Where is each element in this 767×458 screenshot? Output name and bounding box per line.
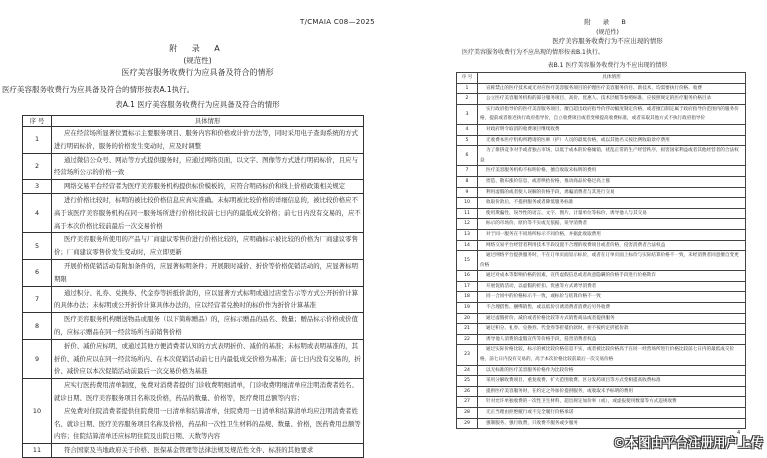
table-row — [23, 193, 364, 232]
row-text: 通过积分、礼券、兑换券、代金券等折抵价款时，拒不按约定折抵价款 — [486, 326, 629, 332]
row-number: 1 — [457, 83, 478, 94]
row-text: 标示的市场价、原价等不实或无依据，误导消费者 — [486, 221, 588, 227]
row-number: 9 — [457, 187, 478, 198]
row-number: 4 — [23, 193, 52, 232]
row-content — [478, 219, 746, 230]
row-number: 17 — [457, 281, 478, 292]
row-text: 诱导他人消费的虚假宣传等价格手段，侵害消费者权益 — [486, 336, 597, 342]
row-number: 7 — [23, 286, 52, 313]
table-row — [457, 124, 746, 135]
row-number: 3 — [457, 104, 478, 124]
row-content — [478, 240, 746, 251]
table-row — [457, 397, 746, 408]
row-content — [478, 397, 746, 408]
table-row — [23, 286, 364, 313]
upload-watermark: ©本图由平台注册用户上传 — [612, 435, 763, 450]
table-row — [457, 386, 746, 397]
row-content — [478, 303, 746, 314]
row-content — [478, 345, 746, 365]
row-text: 捏造、散布涨价信息，或者哄抬价格，推动商品价格过高上涨 — [486, 178, 611, 184]
row-number: 20 — [457, 313, 478, 324]
row-text: 开展价格促销活动有附加条件的，应显著标明条件；开展限时减价、折价等价格促销活动的，应显著标明期限 — [54, 261, 358, 283]
table-row — [23, 259, 364, 286]
table-row — [457, 104, 746, 124]
row-content — [52, 286, 364, 313]
row-text: 通过虚假折价、减价或者价格比较等方式销售商品或者提供服务 — [486, 315, 615, 321]
row-number: 11 — [457, 208, 478, 219]
row-number: 16 — [457, 271, 478, 282]
row-content — [478, 229, 746, 240]
header-number: 序 号 — [23, 116, 52, 127]
row-content — [52, 313, 364, 340]
header-content: 具体情形 — [478, 73, 746, 84]
row-text: 利用虚假的或者使人误解的价格手段，诱骗消费者与其进行交易 — [486, 189, 615, 195]
row-number: 18 — [457, 292, 478, 303]
appendix-heading: 附 录 A — [169, 44, 226, 53]
row-text: 开展促销活动，以虚假的折扣、优惠等方式诱导消费者 — [486, 283, 597, 289]
row-number: 29 — [457, 418, 478, 429]
row-number: 15 — [457, 251, 478, 271]
row-number: 2 — [457, 94, 478, 105]
row-content — [478, 166, 746, 177]
row-number: 22 — [457, 334, 478, 345]
row-content — [478, 271, 746, 282]
table-row — [457, 303, 746, 314]
row-number: 8 — [457, 176, 478, 187]
row-text: 宣称禁止的医疗技术或无对应医疗美容服务项目的护理医疗美容服务价目、新技术，均需要执行价格、收费 — [486, 85, 702, 91]
row-content — [478, 334, 746, 345]
table-row — [457, 219, 746, 230]
row-content — [478, 208, 746, 219]
row-text: 无正当理由拒绝履行或不完全履行价格承诺 — [486, 410, 574, 415]
row-number: 1 — [23, 127, 52, 154]
table-row — [457, 281, 746, 292]
appendix-nature: (规范性) — [183, 56, 212, 65]
row-content — [478, 124, 746, 135]
row-number: 10 — [23, 379, 52, 444]
row-content — [478, 104, 746, 124]
row-content — [478, 83, 746, 94]
row-number: 26 — [457, 386, 478, 397]
row-text: 通过实际价格比较，标示的被比较价格信息不实，或者被比较价格高于在同一经营场所进行价格比较前七日内的最低成交价格，前七日内没有交易的，高于本次价格比较前最后一次交易价格 — [480, 347, 735, 363]
row-number: 14 — [457, 240, 478, 251]
row-number: 10 — [457, 198, 478, 209]
row-text: 为了排挤竞争对手或者独占市场，以低于成本的价格倾销，扰乱正常的生产经营秩序，损害国家利益或者其他经营者的合法权益 — [480, 148, 739, 163]
row-number: 6 — [457, 146, 478, 166]
table-row — [457, 94, 746, 105]
table-row — [457, 146, 746, 166]
row-text: 进行价格比较时，标明的被比较价格信息应真实准确。未标明被比较价格的详细信息的，被比较价格应不高于该医疗美容服务机构在同一服务场所进行价格比较前七日内的最低成交价格；前七日内没有交易的，应不高于本次价格比较前最后一次交易价格 — [54, 195, 361, 230]
row-text: 采用分解收费项目、重复收费、扩大范围收费、区分发药项目等方式变相提高收费标准 — [486, 378, 661, 384]
table-row — [457, 271, 746, 282]
row-number: 19 — [457, 303, 478, 314]
table-row — [457, 313, 746, 324]
row-number: 6 — [23, 259, 52, 286]
table-row — [457, 166, 746, 177]
row-text: 医疗美容服务机构赠送物品或服务（以下简称赠品）的，应标示赠品的品名、数量；赠品标示价格或价值的，应标示赠品在同一经营场所当前销售价格 — [54, 315, 358, 336]
table-row — [23, 127, 364, 154]
row-content — [478, 365, 746, 376]
row-number: 7 — [457, 166, 478, 177]
row-content — [52, 127, 364, 154]
row-text: 不合理搭售、捆绑销售，或以低价引诱消费者消费后另外收费 — [486, 305, 611, 311]
row-content — [52, 339, 364, 378]
row-content — [478, 324, 746, 335]
row-text: 针对允许单独收费的一次性卫生材料，超出规定加价率（或），或虚报使用数量等方式违规收费 — [486, 399, 677, 405]
row-text: 以无标准的医疗美容服务价格作为比较价格 — [486, 367, 574, 373]
table-row — [457, 229, 746, 240]
row-content — [478, 376, 746, 387]
header-content: 具体情形 — [52, 116, 364, 127]
table-b1 — [456, 72, 746, 429]
standard-number: T/CMAIA C08—2025 — [300, 18, 375, 26]
row-content — [52, 379, 364, 444]
row-number: 25 — [457, 376, 478, 387]
row-content — [478, 313, 746, 324]
row-text: 对于同一服务在不同场所标示不同价格，并据此收取费用 — [486, 231, 601, 237]
row-content — [478, 292, 746, 303]
row-content — [52, 259, 364, 286]
row-content — [52, 233, 364, 260]
appendix-heading: 附 录 B — [584, 18, 631, 26]
table-row — [457, 334, 746, 345]
table-a1 — [22, 115, 364, 458]
row-text: 折价、减价应标明，或通过其他方便消费者认知的方式表明折价、减价的基准；未标明或表明基准的，其折价、减价应以在同一经营场所内、在本次促销活动前七日内最低成交价格为基准；前七日内没有交易的，折价、减价应以本次促销活动前最后一次交易价格为基准 — [54, 341, 361, 376]
row-text: 网络交易平台经营者为医疗美容服务机构提供标价模板的，应符合明码标价和线上价格政策相关规定 — [64, 182, 346, 191]
table-row — [457, 418, 746, 429]
row-content — [478, 94, 746, 105]
table-row — [457, 292, 746, 303]
row-text: 提供医疗美容服务时，在约定之外加价提供服务，或收取未予标明的费用 — [486, 388, 634, 394]
row-number: 27 — [457, 397, 478, 408]
appendix-b-page — [448, 0, 767, 451]
row-text: 对政府明令取消的收费项目继续收费 — [486, 126, 560, 132]
row-number: 3 — [23, 180, 52, 194]
row-content — [478, 198, 746, 209]
row-number: 13 — [457, 229, 478, 240]
table-row — [23, 180, 364, 194]
row-content — [478, 386, 746, 397]
row-content — [478, 176, 746, 187]
table-row — [457, 345, 746, 365]
row-number: 8 — [23, 313, 52, 340]
table-row — [457, 208, 746, 219]
row-text: 通过积分、礼券、兑换券、代金券等折抵价款的，应以显著方式标明或通过店堂告示等方式公开折价计算的具体办法；未标明或公开折价计算具体办法的，应以经营者兑换时的标价作为折价计算基准 — [54, 288, 358, 310]
row-text: 应在经营场所显著位置标示主要服务项目、服务内容和价格或计价方法等，同时采用电子查询系统的方式进行明码标价，服务的价格发生变动时，应及时调整 — [54, 129, 358, 150]
row-content — [478, 146, 746, 166]
table-row — [457, 198, 746, 209]
row-content — [478, 418, 746, 429]
row-text: 无收费本医疗机构所聘请的医师（护）人员的最低价格，或以其他名义按比例收取诊疗费用 — [486, 137, 670, 143]
table-row — [23, 313, 364, 340]
row-text: 实行政府指导价的医疗美容服务项目，擅自超出政府指导价浮动幅度制定价格，或者擅自制定属于政府指导价范围内的服务价格，提前或者推迟执行政府指导价，自立收费项目或者变相提高收费标准，或者采取其他方式不执行政府指导价 — [480, 106, 739, 122]
row-text: 收取价款后，不提供服务或者降低服务标准 — [486, 200, 574, 206]
table-caption: 表A.1 医疗美容服务收费行为应具备及符合的情形 — [115, 100, 280, 109]
row-text: 通过网络平台提供服务时，不在订单页面显示标价，或者在订单页面上标价与实际结算价格不一致，未经消费者同意擅自变更价格 — [480, 253, 739, 268]
row-text: 同一合同中的价格标示不一致，或标价与结算价格不一致 — [486, 294, 601, 300]
header-number: 序 号 — [457, 73, 478, 84]
table-row — [457, 176, 746, 187]
table-row — [23, 153, 364, 180]
row-number: 4 — [457, 124, 478, 135]
page-number: 4 — [737, 430, 741, 436]
table-row — [23, 339, 364, 378]
row-text: 医疗美容服务机构不标明价格，擅自收取未标明的费用 — [486, 168, 597, 174]
table-row — [457, 240, 746, 251]
row-content — [52, 153, 364, 180]
row-content — [478, 187, 746, 198]
table-row — [23, 233, 364, 260]
row-number: 12 — [457, 219, 478, 230]
row-text: 符合国家及当地政府关于价格、医保基金管理等法律法规及规范性文件、标准的其他要求 — [64, 446, 314, 455]
intro-text: 医疗美容服务收费行为应具备及符合的情形按表A.1执行。 — [2, 85, 195, 94]
row-number: 24 — [457, 365, 478, 376]
row-text-secondary: 应免费对住院消费者提供住院费用一日清单和结算清单，住院费用一日清单和结算清单均应注明消费者姓名、就诊日期、医疗美容服务项目名称及价格，药品和一次性卫生材料的品规、数量、价格，医药费用总额等内容；住院结算清单还应标明住院及出院日期、天数等内容 — [54, 406, 361, 441]
table-row — [457, 83, 746, 94]
row-text: 通过对成本等影响价格的因素，宣传虚假信息或者故意隐瞒的价格手段进行价格欺诈 — [486, 273, 656, 279]
row-number: 28 — [457, 408, 478, 419]
table-row — [23, 379, 364, 444]
row-number: 5 — [457, 135, 478, 146]
row-content — [52, 180, 364, 194]
table-row — [457, 376, 746, 387]
row-text: 使用欺骗性、误导性的语言、文字、图片、计量单位等标价，诱导他人与其交易 — [486, 210, 647, 216]
row-number: 2 — [23, 153, 52, 180]
row-text: 通过微信公众号、网站等方式提供服务时，应通过网络页面，以文字、图像等方式进行明码标价，且应与经营场所公示的价格一致 — [54, 155, 358, 177]
row-number: 23 — [457, 345, 478, 365]
row-number: 21 — [457, 324, 478, 335]
row-number: 5 — [23, 233, 52, 260]
appendix-title: 医疗美容服务收费行为不应出现的情形 — [552, 37, 663, 45]
row-text: 网络交易平台经营者利用技术手段设置不合理的收费项目或者价格，侵害消费者合法权益 — [486, 242, 666, 248]
table-row — [457, 408, 746, 419]
row-number: 11 — [23, 444, 52, 458]
row-text: 医疗美容服务所使用的产品与厂商建议零售价进行价格比较的，应明确标示被比较的价格为厂商建议零售价；厂商建议零售价发生变动时，应立即更新 — [54, 235, 358, 257]
table-caption: 表B.1 医疗美容服务收费行为不应出现的情形 — [547, 62, 668, 69]
intro-text: 医疗美容服务收费行为不应出现的情形按表B.1执行。 — [462, 49, 604, 56]
appendix-title: 医疗美容服务收费行为应具备及符合的情形 — [121, 68, 274, 77]
row-content — [52, 193, 364, 232]
row-text: 公立医疗美容服务机构的部分服务项目、高价、优惠人、技术层级等参照标准，应按照规定的医疗服务价格目录 — [486, 96, 712, 102]
row-content — [478, 135, 746, 146]
row-content — [478, 251, 746, 271]
table-row — [457, 365, 746, 376]
row-content — [478, 281, 746, 292]
table-row — [457, 187, 746, 198]
appendix-nature: (规范性) — [596, 29, 619, 36]
table-row — [457, 324, 746, 335]
row-text: 强制服务、强行收费，只收费不服务或少服务 — [486, 420, 578, 426]
row-number: 9 — [23, 339, 52, 378]
row-content — [478, 408, 746, 419]
table-row — [457, 251, 746, 271]
table-row — [457, 135, 746, 146]
row-text: 应实行医药费用清单制度，免费对消费者提供门诊收费明细清单，门诊收费明细清单应注明消费者姓名、就诊日期、医疗美容服务项目名称及价格，药品的数量、价格等，医疗费用总额等内容； — [54, 381, 358, 402]
